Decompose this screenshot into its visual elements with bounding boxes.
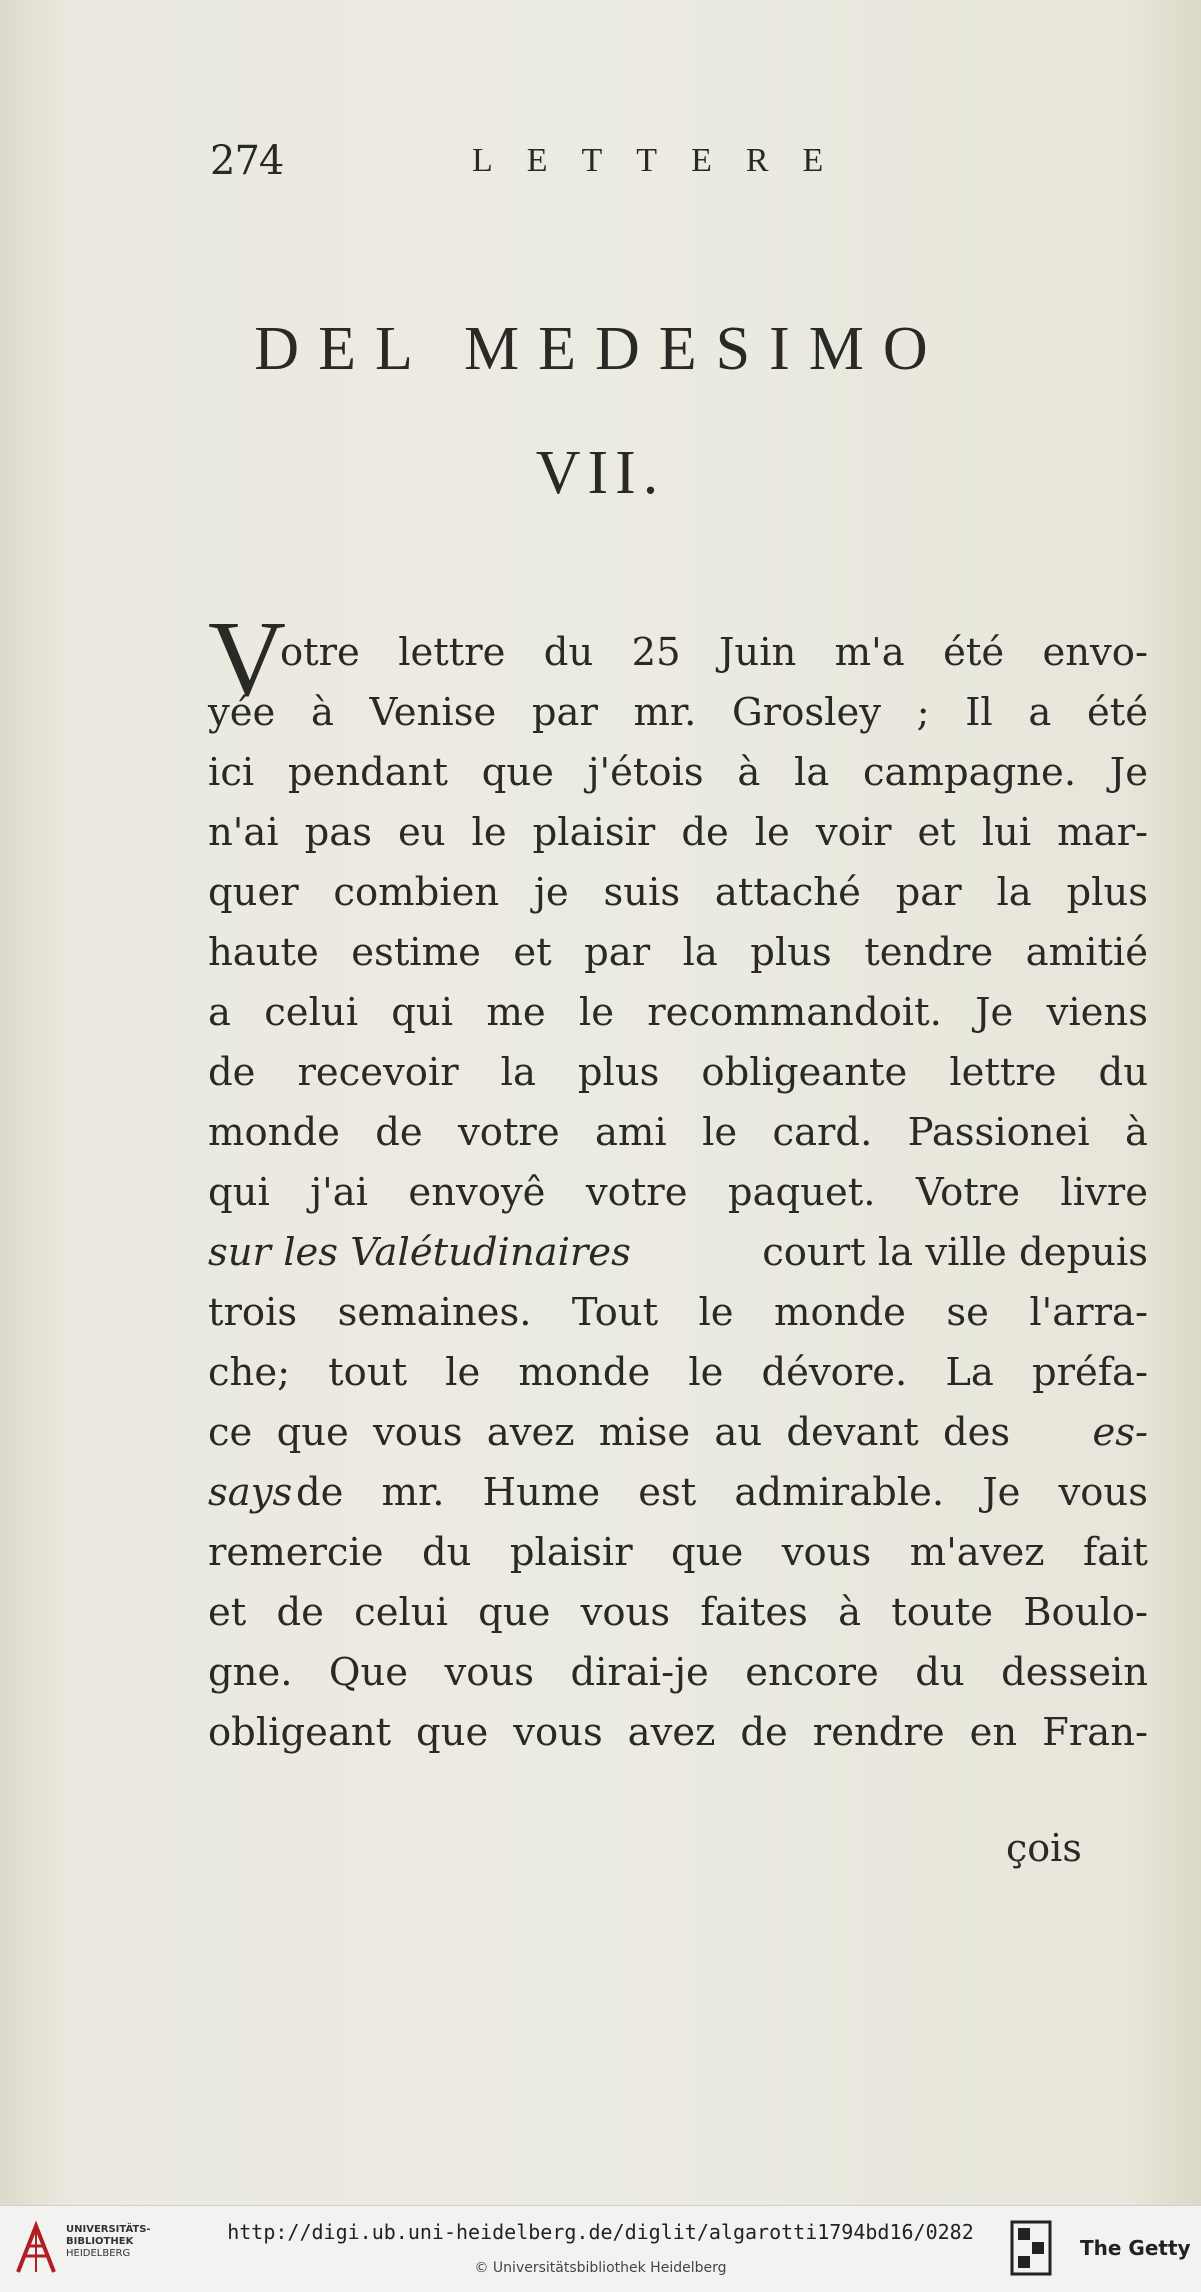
text-line bbox=[208, 1470, 1148, 1530]
text-line: n'ai pas eu le plaisir de le voir et lui mar- bbox=[208, 810, 1148, 855]
text-line: otre lettre du 25 Juin m'a été envo- bbox=[280, 630, 1148, 675]
page-number: 274 bbox=[210, 138, 284, 184]
catchword: çois bbox=[1006, 1826, 1082, 1870]
text-line: obligeant que vous avez de rendre en Fran- bbox=[208, 1710, 1148, 1755]
library-name-line: UNIVERSITÄTS- bbox=[66, 2224, 151, 2235]
text-line: qui j'ai envoyê votre paquet. Votre livre bbox=[208, 1170, 1148, 1215]
library-name-line: BIBLIOTHEK bbox=[66, 2236, 134, 2247]
italic-word: es- bbox=[1092, 1410, 1148, 1455]
viewer-footer bbox=[0, 2205, 1201, 2292]
text-span: de mr. Hume est admirable. Je vous bbox=[296, 1470, 1148, 1515]
permalink-url[interactable]: http://digi.ub.uni-heidelberg.de/diglit/algarotti1794bd16/0282 bbox=[227, 2220, 974, 2244]
text-line: che; tout le monde le dévore. La préfa- bbox=[208, 1350, 1148, 1395]
running-title: LETTERE bbox=[472, 142, 858, 179]
text-line: et de celui que vous faites à toute Boulo- bbox=[208, 1590, 1148, 1635]
copyright-notice: © Universitätsbibliothek Heidelberg bbox=[474, 2260, 727, 2276]
text-line: haute estime et par la plus tendre amitié bbox=[208, 930, 1148, 975]
text-line: de recevoir la plus obligeante lettre du bbox=[208, 1050, 1148, 1095]
text-line bbox=[208, 1410, 1148, 1470]
getty-logo-icon bbox=[1010, 2220, 1052, 2276]
text-line bbox=[208, 1230, 1148, 1290]
section-number: VII. bbox=[535, 439, 666, 507]
text-line: a celui qui me le recommandoit. Je viens bbox=[208, 990, 1148, 1035]
text-line: gne. Que vous dirai-je encore du dessein bbox=[208, 1650, 1148, 1695]
running-head bbox=[210, 138, 1110, 188]
text-line: yée à Venise par mr. Grosley ; Il a été bbox=[208, 690, 1148, 735]
library-name-line: HEIDELBERG bbox=[66, 2248, 131, 2259]
partner-name: The Getty bbox=[1080, 2236, 1191, 2260]
text-span: ce que vous avez mise au devant des bbox=[208, 1410, 1011, 1455]
text-line: trois semaines. Tout le monde se l'arra- bbox=[208, 1290, 1148, 1335]
italic-title: sur les Valétudinaires bbox=[208, 1230, 631, 1275]
text-line: remercie du plaisir que vous m'avez fait bbox=[208, 1530, 1148, 1575]
text-span: court la ville depuis bbox=[762, 1230, 1148, 1275]
text-line: monde de votre ami le card. Passionei à bbox=[208, 1110, 1148, 1155]
section-title: DEL MEDESIMO bbox=[254, 314, 947, 383]
italic-word: says bbox=[208, 1470, 293, 1515]
text-line: quer combien je suis attaché par la plus bbox=[208, 870, 1148, 915]
text-line: ici pendant que j'étois à la campagne. Je bbox=[208, 750, 1148, 795]
drop-cap: V bbox=[208, 600, 286, 719]
